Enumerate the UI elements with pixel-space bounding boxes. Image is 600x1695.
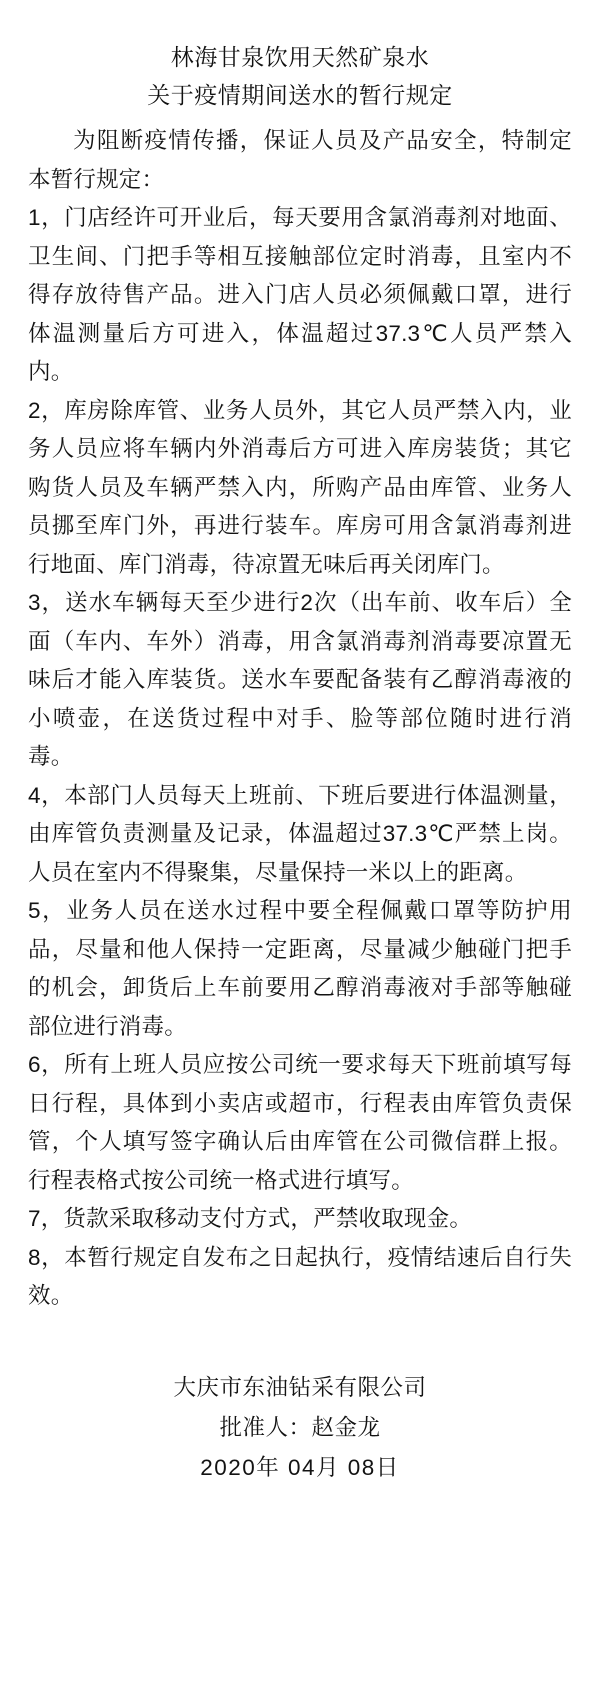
document-title-line-2: 关于疫情期间送水的暂行规定	[147, 82, 453, 108]
paragraph-intro: 为阻断疫情传播，保证人员及产品安全，特制定本暂行规定：	[28, 128, 572, 192]
signature-approver: 批准人：赵金龙	[219, 1414, 381, 1440]
signature-company: 大庆市东油钻采有限公司	[173, 1374, 427, 1400]
paragraph-rule-6: 6，所有上班人员应按公司统一要求每天下班前填写每日行程，具体到小卖店或超市，行程表由库管负责保管，个人填写签字确认后由库管在公司微信群上报。行程表格式按公司统一格式进行填写。	[28, 1052, 572, 1193]
signature-block	[28, 1368, 572, 1488]
paragraph-rule-2: 2，库房除库管、业务人员外，其它人员严禁入内，业务人员应将车辆内外消毒后方可进入库房装货；其它购货人员及车辆严禁入内，所购产品由库管、业务人员挪至库门外，再进行装车。库房可用含氯消毒剂进行地面、库门消毒，待凉置无味后再关闭库门。	[28, 397, 572, 577]
document-title-line-1: 林海甘泉饮用天然矿泉水	[170, 44, 430, 70]
paragraph-rule-5: 5，业务人员在送水过程中要全程佩戴口罩等防护用品，尽量和他人保持一定距离，尽量减少触碰门把手的机会，卸货后上车前要用乙醇消毒液对手部等触碰部位进行消毒。	[28, 898, 572, 1039]
paragraph-rule-7: 7，货款采取移动支付方式，严禁收取现金。	[28, 1206, 473, 1231]
document-title	[28, 38, 572, 114]
paragraph-rule-1: 1，门店经许可开业后，每天要用含氯消毒剂对地面、卫生间、门把手等相互接触部位定时消毒，且室内不得存放待售产品。进入门店人员必须佩戴口罩，进行体温测量后方可进入，体温超过37.3℃人员严禁入内。	[28, 205, 572, 384]
document-body	[28, 122, 572, 1316]
signature-date: 2020年 04月 08日	[200, 1454, 400, 1480]
paragraph-rule-4: 4，本部门人员每天上班前、下班后要进行体温测量，由库管负责测量及记录，体温超过37.3℃严禁上岗。人员在室内不得聚集，尽量保持一米以上的距离。	[28, 782, 572, 885]
paragraph-rule-3: 3，送水车辆每天至少进行2次（出车前、收车后）全面（车内、车外）消毒，用含氯消毒剂消毒要凉置无味后才能入库装货。送水车要配备装有乙醇消毒液的小喷壶，在送货过程中对手、脸等部位随时进行消毒。	[28, 590, 572, 769]
paragraph-rule-8: 8，本暂行规定自发布之日起执行，疫情结速后自行失效。	[28, 1244, 572, 1308]
